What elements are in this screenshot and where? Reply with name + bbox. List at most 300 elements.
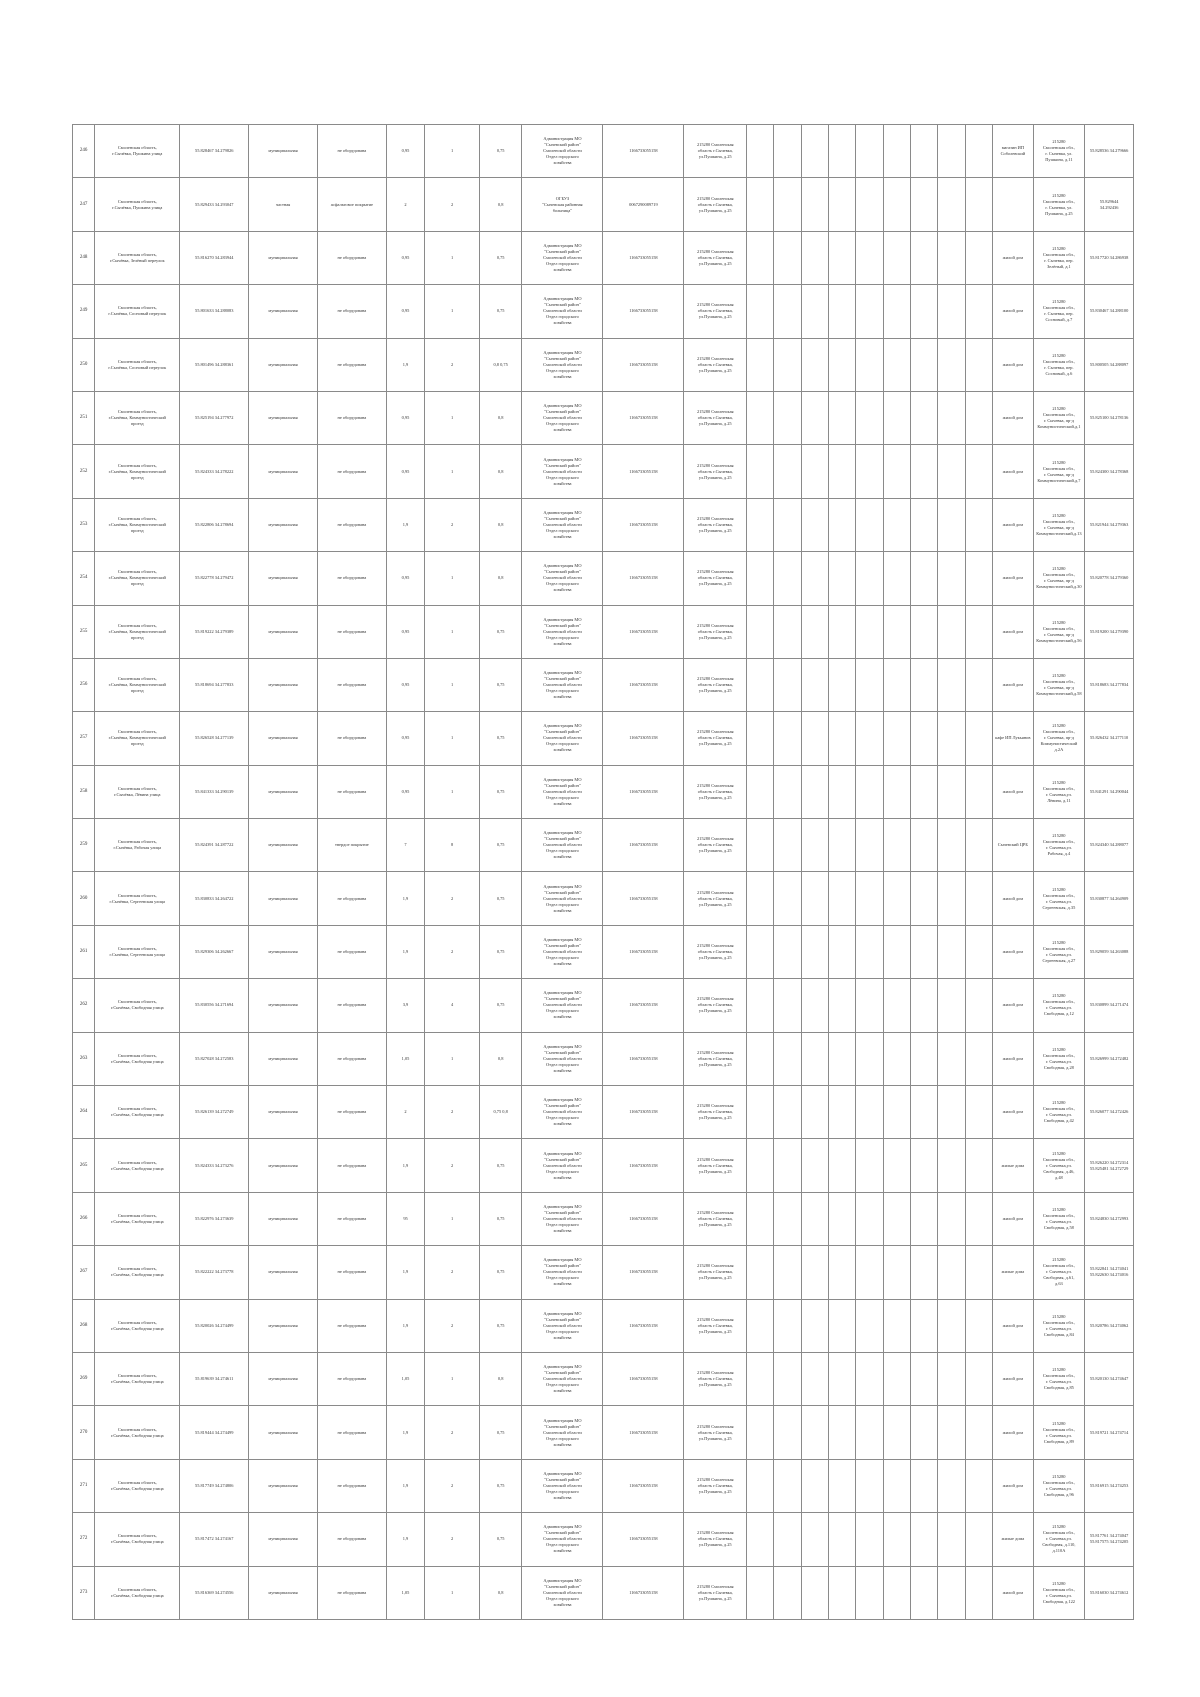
blank-cell	[911, 872, 938, 925]
table-row	[73, 658, 1134, 711]
container-count: 2	[425, 872, 480, 925]
owner-organization: Администрация МО "Сычевский район" Смоленской области Отдел городского хозяйства	[522, 338, 603, 391]
waste-source-coordinates: 55.820778 34.279360	[1085, 552, 1134, 605]
blank-cell	[938, 445, 965, 498]
waste-source-coordinates: 55.841291 34.290044	[1085, 765, 1134, 818]
row-number: 259	[73, 819, 95, 872]
surface-type: не оборудована	[317, 1566, 386, 1619]
waste-source-address: 215280 Смоленская обл., г. Сычевка,ул. Рабочая, д.4	[1033, 819, 1085, 872]
site-address: Смоленская область, г.Сычёвка, Сергеевская улица	[95, 925, 180, 978]
blank-cell	[883, 285, 910, 338]
owner-address: 215280 Смоленская область г.Сычевка, ул.Пушкина, д.25	[684, 658, 747, 711]
blank-cell	[801, 1192, 828, 1245]
ownership: муниципальная	[249, 1566, 318, 1619]
ownership: муниципальная	[249, 605, 318, 658]
row-number: 257	[73, 712, 95, 765]
row-number: 265	[73, 1139, 95, 1192]
site-address: Смоленская область, г.Сычёвка, Пушкина улица	[95, 178, 180, 231]
table-row	[73, 1566, 1134, 1619]
blank-cell	[801, 1032, 828, 1085]
site-coordinates: 55.819444 34.274499	[180, 1406, 249, 1459]
site-address: Смоленская область, г.Сычёвка, Сосновый переулок	[95, 285, 180, 338]
site-address: Смоленская область, г.Сычёвка, Зелёный переулок	[95, 231, 180, 284]
ownership: муниципальная	[249, 979, 318, 1032]
blank-cell	[829, 338, 856, 391]
blank-cell	[856, 1566, 883, 1619]
container-count: 8	[425, 819, 480, 872]
container-volume: 0,75	[479, 712, 522, 765]
blank-cell	[774, 1352, 801, 1405]
container-count: 1	[425, 231, 480, 284]
blank-cell	[856, 1192, 883, 1245]
blank-cell	[801, 979, 828, 1032]
blank-cell	[747, 125, 774, 178]
blank-cell	[774, 658, 801, 711]
row-number: 262	[73, 979, 95, 1032]
blank-cell	[856, 1299, 883, 1352]
container-volume: 0,75	[479, 285, 522, 338]
blank-cell	[747, 1299, 774, 1352]
blank-cell	[747, 605, 774, 658]
waste-source-coordinates: 55.816030 34.274612	[1085, 1566, 1134, 1619]
area: 1,9	[386, 498, 424, 551]
row-number: 267	[73, 1246, 95, 1299]
blank-cell	[965, 1246, 992, 1299]
area: 1,05	[386, 1352, 424, 1405]
blank-cell	[774, 765, 801, 818]
row-number: 252	[73, 445, 95, 498]
row-number: 258	[73, 765, 95, 818]
ownership: муниципальная	[249, 1299, 318, 1352]
owner-ogrn: 1166733055158	[603, 338, 684, 391]
owner-ogrn: 1166733055158	[603, 1406, 684, 1459]
blank-cell	[801, 925, 828, 978]
blank-cell	[801, 605, 828, 658]
owner-organization: Администрация МО "Сычевский район" Смоленской области Отдел городского хозяйства	[522, 658, 603, 711]
ownership: частная	[249, 178, 318, 231]
container-volume: 0,75	[479, 1139, 522, 1192]
container-volume: 0,75	[479, 765, 522, 818]
blank-cell	[829, 1513, 856, 1566]
blank-cell	[829, 1406, 856, 1459]
site-address: Смоленская область, г.Сычёвка, Пушкина улица	[95, 125, 180, 178]
blank-cell	[938, 285, 965, 338]
blank-cell	[883, 658, 910, 711]
owner-ogrn: 1166733055158	[603, 819, 684, 872]
blank-cell	[965, 1459, 992, 1512]
table-row	[73, 125, 1134, 178]
waste-source-coordinates: 55.824300 34.278368	[1085, 445, 1134, 498]
blank-cell	[883, 552, 910, 605]
owner-ogrn: 1166733055158	[603, 925, 684, 978]
waste-source: жилой дом	[993, 1086, 1033, 1139]
area: 1,9	[386, 925, 424, 978]
container-volume: 0,75	[479, 1246, 522, 1299]
owner-ogrn: 1166733055158	[603, 712, 684, 765]
blank-cell	[856, 125, 883, 178]
blank-cell	[774, 498, 801, 551]
owner-ogrn: 1166733055158	[603, 1459, 684, 1512]
ownership: муниципальная	[249, 552, 318, 605]
blank-cell	[829, 712, 856, 765]
blank-cell	[938, 125, 965, 178]
blank-cell	[965, 178, 992, 231]
blank-cell	[965, 658, 992, 711]
blank-cell	[747, 765, 774, 818]
blank-cell	[938, 498, 965, 551]
container-count: 1	[425, 552, 480, 605]
blank-cell	[965, 1406, 992, 1459]
blank-cell	[747, 178, 774, 231]
owner-address: 215280 Смоленская область г.Сычевка, ул.Пушкина, д.25	[684, 872, 747, 925]
ownership: муниципальная	[249, 285, 318, 338]
container-count: 2	[425, 925, 480, 978]
table-row	[73, 1299, 1134, 1352]
blank-cell	[747, 285, 774, 338]
blank-cell	[774, 1246, 801, 1299]
site-address: Смоленская область, г.Сычёвка, Коммунистический проезд	[95, 552, 180, 605]
waste-source-coordinates: 55.828536 34.279666	[1085, 125, 1134, 178]
surface-type: не оборудована	[317, 391, 386, 444]
blank-cell	[856, 1246, 883, 1299]
site-address: Смоленская область, г.Сычёвка, Коммунистический проезд	[95, 605, 180, 658]
waste-source-address: 215280 Смоленская обл., г. Сычевка,ул. Свободная, д.58	[1033, 1192, 1085, 1245]
waste-source-address: 215280 Смоленская обл., г. Сычевка,ул. Свободная, д.28	[1033, 1032, 1085, 1085]
ownership: муниципальная	[249, 231, 318, 284]
blank-cell	[965, 391, 992, 444]
owner-organization: Администрация МО "Сычевский район" Смоленской области Отдел городского хозяйства	[522, 712, 603, 765]
blank-cell	[747, 1406, 774, 1459]
surface-type: не оборудована	[317, 1352, 386, 1405]
owner-ogrn: 1166733055158	[603, 765, 684, 818]
blank-cell	[938, 1032, 965, 1085]
blank-cell	[774, 445, 801, 498]
owner-address: 215280 Смоленская область г.Сычевка, ул.Пушкина, д.25	[684, 712, 747, 765]
site-coordinates: 55.825194 34.277972	[180, 391, 249, 444]
blank-cell	[965, 1566, 992, 1619]
table-row	[73, 498, 1134, 551]
surface-type: не оборудована	[317, 979, 386, 1032]
surface-type: не оборудована	[317, 1406, 386, 1459]
blank-cell	[883, 1566, 910, 1619]
blank-cell	[938, 391, 965, 444]
site-coordinates: 55.829433 34.293047	[180, 178, 249, 231]
surface-type: не оборудована	[317, 1086, 386, 1139]
row-number: 260	[73, 872, 95, 925]
waste-source-address: 215280 Смоленская обл., г. Сычевка, ул. Пушкина, д.25	[1033, 178, 1085, 231]
site-coordinates: 55.820026 34.274499	[180, 1299, 249, 1352]
blank-cell	[883, 872, 910, 925]
blank-cell	[965, 498, 992, 551]
waste-source-address: 215280 Смоленская обл., г. Сычевка, пр-д Коммунистический,д.58	[1033, 658, 1085, 711]
owner-organization: Администрация МО "Сычевский район" Смоленской области Отдел городского хозяйства	[522, 1459, 603, 1512]
ownership: муниципальная	[249, 819, 318, 872]
container-volume: 0,8	[479, 498, 522, 551]
waste-source-address: 215280 Смоленская обл., г. Сычевка, пр-д Коммунистический,д.1	[1033, 391, 1085, 444]
area: 0,95	[386, 552, 424, 605]
ownership: муниципальная	[249, 658, 318, 711]
blank-cell	[938, 1459, 965, 1512]
waste-source: жилой дом	[993, 231, 1033, 284]
container-count: 1	[425, 712, 480, 765]
blank-cell	[965, 231, 992, 284]
container-volume: 0,75	[479, 605, 522, 658]
owner-ogrn: 1166733055158	[603, 1566, 684, 1619]
row-number: 263	[73, 1032, 95, 1085]
table-row	[73, 1513, 1134, 1566]
site-coordinates: 55.828467 34.279826	[180, 125, 249, 178]
blank-cell	[829, 1246, 856, 1299]
area: 1,9	[386, 338, 424, 391]
ownership: муниципальная	[249, 1139, 318, 1192]
site-coordinates: 55.826139 34.272749	[180, 1086, 249, 1139]
owner-address: 215280 Смоленская область г.Сычевка, ул.Пушкина, д.25	[684, 1192, 747, 1245]
area: 0,95	[386, 605, 424, 658]
site-address: Смоленская область, г.Сычёвка, Свободная улица	[95, 1139, 180, 1192]
surface-type: не оборудована	[317, 231, 386, 284]
blank-cell	[965, 712, 992, 765]
table-row	[73, 1032, 1134, 1085]
blank-cell	[883, 819, 910, 872]
blank-cell	[829, 391, 856, 444]
blank-cell	[883, 338, 910, 391]
blank-cell	[965, 552, 992, 605]
owner-address: 215280 Смоленская область г.Сычевка, ул.Пушкина, д.25	[684, 552, 747, 605]
row-number: 255	[73, 605, 95, 658]
waste-source: жилые дома	[993, 1139, 1033, 1192]
site-address: Смоленская область, г.Сычёвка, Коммунистический проезд	[95, 391, 180, 444]
blank-cell	[911, 552, 938, 605]
table-row	[73, 979, 1134, 1032]
container-volume: 0,8	[479, 552, 522, 605]
blank-cell	[829, 178, 856, 231]
blank-cell	[911, 1352, 938, 1405]
owner-ogrn: 1166733055158	[603, 1086, 684, 1139]
waste-source-address: 215280 Смоленская обл., г. Сычевка, пер. Сосновый, д.6	[1033, 338, 1085, 391]
site-coordinates: 55.827028 34.272583	[180, 1032, 249, 1085]
table-row	[73, 231, 1134, 284]
row-number: 247	[73, 178, 95, 231]
ownership: муниципальная	[249, 1032, 318, 1085]
row-number: 272	[73, 1513, 95, 1566]
owner-organization: Администрация МО "Сычевский район" Смоленской области Отдел городского хозяйства	[522, 1192, 603, 1245]
container-volume: 0,8	[479, 445, 522, 498]
blank-cell	[965, 1086, 992, 1139]
waste-source-address: 215280 Смоленская обл., г. Сычевка,ул. Лёвина, д.11	[1033, 765, 1085, 818]
owner-address: 215280 Смоленская область г.Сычевка, ул.Пушкина, д.25	[684, 819, 747, 872]
blank-cell	[911, 819, 938, 872]
waste-source-coordinates: 55.829059 34.263088	[1085, 925, 1134, 978]
waste-source-coordinates: 55.819721 34.274714	[1085, 1406, 1134, 1459]
blank-cell	[829, 872, 856, 925]
container-volume: 0,75	[479, 658, 522, 711]
blank-cell	[829, 1086, 856, 1139]
waste-source: жилые дома	[993, 1246, 1033, 1299]
owner-organization: Администрация МО "Сычевский район" Смоленской области Отдел городского хозяйства	[522, 819, 603, 872]
site-coordinates: 55.801633 34.288083	[180, 285, 249, 338]
blank-cell	[965, 1032, 992, 1085]
blank-cell	[883, 925, 910, 978]
owner-address: 215280 Смоленская область г.Сычевка, ул.Пушкина, д.25	[684, 125, 747, 178]
blank-cell	[938, 819, 965, 872]
blank-cell	[829, 1459, 856, 1512]
site-coordinates: 55.816369 34.274556	[180, 1566, 249, 1619]
owner-address: 215280 Смоленская область г.Сычевка, ул.Пушкина, д.25	[684, 498, 747, 551]
site-coordinates: 55.822976 34.273639	[180, 1192, 249, 1245]
owner-ogrn: 1166733055158	[603, 658, 684, 711]
blank-cell	[801, 178, 828, 231]
owner-organization: Администрация МО "Сычевский район" Смоленской области Отдел городского хозяйства	[522, 1086, 603, 1139]
waste-source-address: 215280 Смоленская обл., г. Сычевка,ул. Свободная, д.12	[1033, 979, 1085, 1032]
blank-cell	[774, 1139, 801, 1192]
blank-cell	[801, 819, 828, 872]
site-coordinates: 55.829306 34.262667	[180, 925, 249, 978]
waste-source: жилой дом	[993, 1192, 1033, 1245]
blank-cell	[965, 872, 992, 925]
table-row	[73, 1352, 1134, 1405]
waste-source: жилой дом	[993, 1566, 1033, 1619]
waste-source-coordinates: 55.826220 34.272314 55.825481 34.272729	[1085, 1139, 1134, 1192]
blank-cell	[856, 391, 883, 444]
site-address: Смоленская область, г.Сычёвка, Свободная улица	[95, 1032, 180, 1085]
blank-cell	[883, 1139, 910, 1192]
table-row	[73, 445, 1134, 498]
registry-table	[72, 124, 1134, 1620]
waste-source-coordinates: 55.800505 34.288097	[1085, 338, 1134, 391]
site-coordinates: 55.822222 34.273778	[180, 1246, 249, 1299]
table-row	[73, 1406, 1134, 1459]
waste-source-address: 215280 Смоленская обл., г. Сычевка, пер. Зелёный, д.1	[1033, 231, 1085, 284]
blank-cell	[829, 1299, 856, 1352]
owner-address: 215280 Смоленская область г.Сычевка, ул.Пушкина, д.25	[684, 605, 747, 658]
blank-cell	[747, 391, 774, 444]
area: 0,95	[386, 658, 424, 711]
blank-cell	[883, 498, 910, 551]
owner-address: 215280 Смоленская область г.Сычевка, ул.Пушкина, д.25	[684, 285, 747, 338]
container-count: 2	[425, 1299, 480, 1352]
blank-cell	[938, 872, 965, 925]
site-address: Смоленская область, г.Сычёвка, Сосновый переулок	[95, 338, 180, 391]
blank-cell	[829, 819, 856, 872]
area: 0,95	[386, 231, 424, 284]
container-count: 2	[425, 1086, 480, 1139]
owner-ogrn: 1166733055158	[603, 1352, 684, 1405]
container-count: 2	[425, 178, 480, 231]
blank-cell	[801, 872, 828, 925]
blank-cell	[856, 498, 883, 551]
row-number: 271	[73, 1459, 95, 1512]
owner-address: 215280 Смоленская область г.Сычевка, ул.Пушкина, д.25	[684, 231, 747, 284]
site-address: Смоленская область, г.Сычёвка, Свободная улица	[95, 979, 180, 1032]
blank-cell	[856, 178, 883, 231]
blank-cell	[911, 1139, 938, 1192]
owner-organization: Администрация МО "Сычевский район" Смоленской области Отдел городского хозяйства	[522, 552, 603, 605]
waste-source-coordinates: 55.819200 34.279390	[1085, 605, 1134, 658]
waste-source: жилой дом	[993, 872, 1033, 925]
blank-cell	[774, 872, 801, 925]
container-count: 1	[425, 445, 480, 498]
blank-cell	[856, 979, 883, 1032]
site-coordinates: 55.822778 34.279472	[180, 552, 249, 605]
blank-cell	[801, 712, 828, 765]
site-coordinates: 55.817472 34.274167	[180, 1513, 249, 1566]
blank-cell	[747, 1032, 774, 1085]
blank-cell	[829, 925, 856, 978]
waste-source: жилые дома	[993, 1513, 1033, 1566]
container-volume: 0,8	[479, 1566, 522, 1619]
blank-cell	[829, 125, 856, 178]
row-number: 254	[73, 552, 95, 605]
waste-source: жилой дом	[993, 285, 1033, 338]
container-count: 2	[425, 1246, 480, 1299]
table-row	[73, 605, 1134, 658]
blank-cell	[911, 1566, 938, 1619]
container-volume: 0,8 0,75	[479, 338, 522, 391]
area: 1,9	[386, 872, 424, 925]
blank-cell	[829, 445, 856, 498]
waste-source: жилой дом	[993, 498, 1033, 551]
owner-address: 215280 Смоленская область г.Сычевка, ул.Пушкина, д.25	[684, 391, 747, 444]
blank-cell	[938, 552, 965, 605]
site-address: Смоленская область, г.Сычёвка, Рабочая улица	[95, 819, 180, 872]
container-count: 1	[425, 285, 480, 338]
blank-cell	[938, 1406, 965, 1459]
area: 1,9	[386, 1299, 424, 1352]
site-coordinates: 55.841333 34.290139	[180, 765, 249, 818]
blank-cell	[774, 231, 801, 284]
site-address: Смоленская область, г.Сычёвка, Свободная улица	[95, 1566, 180, 1619]
row-number: 261	[73, 925, 95, 978]
site-address: Смоленская область, г.Сычёвка, Свободная улица	[95, 1299, 180, 1352]
blank-cell	[883, 979, 910, 1032]
blank-cell	[747, 445, 774, 498]
blank-cell	[829, 1139, 856, 1192]
blank-cell	[801, 1086, 828, 1139]
site-address: Смоленская область, г.Сычёвка, Коммунистический проезд	[95, 712, 180, 765]
waste-source: жилой дом	[993, 552, 1033, 605]
site-coordinates: 55.816270 34.283944	[180, 231, 249, 284]
blank-cell	[856, 231, 883, 284]
container-volume: 0,75	[479, 1192, 522, 1245]
container-count: 2	[425, 1459, 480, 1512]
container-count: 1	[425, 1566, 480, 1619]
blank-cell	[856, 1459, 883, 1512]
area: 0,95	[386, 391, 424, 444]
waste-source-address: 215280 Смоленская обл., г. Сычевка,ул. Свободная, д.42	[1033, 1086, 1085, 1139]
waste-source-coordinates: 55.816915 34.274253	[1085, 1459, 1134, 1512]
blank-cell	[938, 1299, 965, 1352]
owner-ogrn: 1166733055158	[603, 231, 684, 284]
waste-source: жилой дом	[993, 391, 1033, 444]
blank-cell	[911, 178, 938, 231]
blank-cell	[829, 1352, 856, 1405]
blank-cell	[747, 979, 774, 1032]
blank-cell	[965, 125, 992, 178]
container-volume: 0,75	[479, 125, 522, 178]
owner-address: 215280 Смоленская область г.Сычевка, ул.Пушкина, д.25	[684, 338, 747, 391]
surface-type: не оборудована	[317, 765, 386, 818]
site-address: Смоленская область, г.Сычёвка, Коммунистический проезд	[95, 498, 180, 551]
blank-cell	[856, 1406, 883, 1459]
surface-type: не оборудована	[317, 1513, 386, 1566]
blank-cell	[911, 1032, 938, 1085]
blank-cell	[801, 765, 828, 818]
blank-cell	[774, 1086, 801, 1139]
row-number: 253	[73, 498, 95, 551]
blank-cell	[829, 1566, 856, 1619]
blank-cell	[829, 285, 856, 338]
site-coordinates: 55.824333 34.273276	[180, 1139, 249, 1192]
